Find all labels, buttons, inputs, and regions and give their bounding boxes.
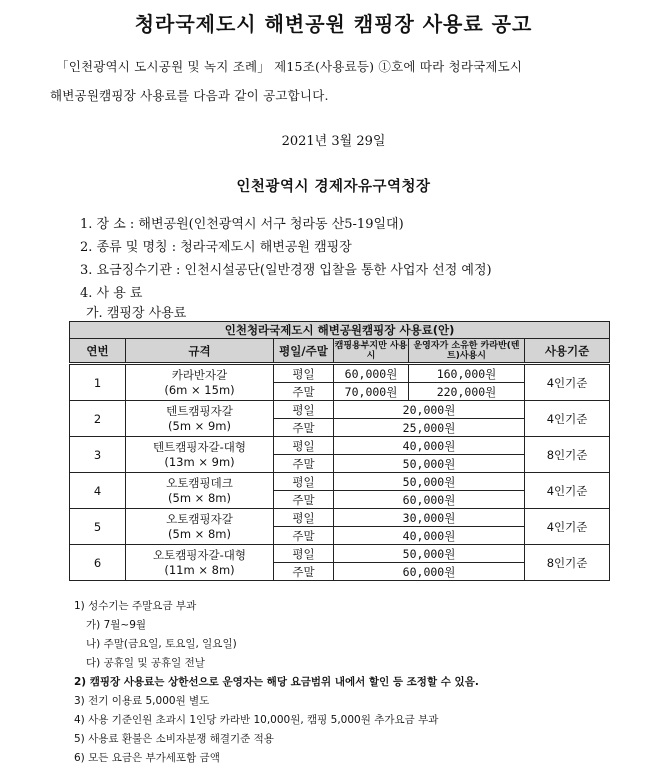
row-spec	[126, 473, 274, 509]
row-weekend-fee: 60,000원	[334, 491, 525, 509]
row-weekday-label: 평일	[274, 509, 334, 527]
row-spec	[126, 545, 274, 581]
row-weekday-fee: 40,000원	[334, 437, 525, 455]
row-weekend-fee: 60,000원	[334, 563, 525, 581]
row-basis: 8인기준	[525, 545, 610, 581]
row-spec	[126, 401, 274, 437]
row-no: 2	[70, 401, 126, 437]
row-weekend-label: 주말	[274, 455, 334, 473]
row-weekend-fee: 40,000원	[334, 527, 525, 545]
row-spec-name: 오토캠핑자갈	[166, 511, 233, 526]
table-row	[70, 364, 610, 383]
note-peak-months: 가) 7월~9월	[86, 619, 147, 631]
table-row	[70, 473, 610, 491]
row-no: 3	[70, 437, 126, 473]
fee-table	[69, 321, 610, 581]
note-upper-limit: 2) 캠핑장 사용료는 상한선으로 운영자는 해당 요금범위 내에서 할인 등 조정할 수 있음.	[74, 676, 479, 688]
intro-paragraph	[50, 52, 640, 110]
header-fee-site: 캠핑용부지만 사용시	[334, 339, 409, 364]
row-weekday-label: 평일	[274, 401, 334, 419]
item-location: 1. 장 소 : 해변공원(인천광역시 서구 청라동 산5-19일대)	[80, 217, 404, 232]
header-no: 연번	[70, 339, 126, 364]
row-weekend-fee: 50,000원	[334, 455, 525, 473]
row-spec-size: (5m × 8m)	[168, 526, 231, 541]
header-fee-operator: 운영자가 소유한 카라반(텐트)사용시	[409, 339, 525, 364]
row-spec-name: 텐트캠핑자갈-대형	[152, 439, 247, 454]
row-weekend-fee: 25,000원	[334, 419, 525, 437]
row-weekend-label: 주말	[274, 419, 334, 437]
row-weekday-label: 평일	[274, 473, 334, 491]
item-type-name: 2. 종류 및 명칭 : 청라국제도시 해변공원 캠핑장	[80, 240, 352, 255]
row-spec-name: 텐트캠핑자갈	[166, 403, 233, 418]
item-fees: 4. 사 용 료	[80, 286, 143, 301]
table-row	[70, 437, 610, 455]
row-basis: 4인기준	[525, 473, 610, 509]
issuing-office: 인천광역시 경제자유구역청장	[236, 178, 431, 195]
item-fees-sub: 가. 캠핑장 사용료	[86, 306, 187, 321]
row-no: 6	[70, 545, 126, 581]
table-caption: 인천청라국제도시 해변공원캠핑장 사용료(안)	[70, 322, 610, 339]
header-basis: 사용기준	[525, 339, 610, 364]
table-row	[70, 509, 610, 527]
note-holiday: 다) 공휴일 및 공휴일 전날	[86, 657, 205, 669]
item-list	[80, 213, 640, 323]
header-day: 평일/주말	[274, 339, 334, 364]
row-basis: 4인기준	[525, 401, 610, 437]
row-spec-name: 오토캠핑데크	[166, 475, 233, 490]
row-no: 1	[70, 364, 126, 401]
header-spec: 규격	[126, 339, 274, 364]
row-weekend-label: 주말	[274, 491, 334, 509]
row-spec	[126, 437, 274, 473]
note-vat: 6) 모든 요금은 부가세포함 금액	[74, 752, 220, 764]
row-weekday-fee-operator: 160,000원	[409, 364, 525, 383]
row-spec	[126, 509, 274, 545]
note-weekend: 나) 주말(금요일, 토요일, 일요일)	[86, 638, 237, 650]
row-weekend-fee-site: 70,000원	[334, 383, 409, 401]
row-basis: 8인기준	[525, 437, 610, 473]
row-spec-size: (5m × 8m)	[168, 490, 231, 505]
row-weekday-fee: 20,000원	[334, 401, 525, 419]
row-weekday-fee: 50,000원	[334, 473, 525, 491]
row-spec-name: 카라반자갈	[171, 367, 228, 382]
row-weekday-label: 평일	[274, 545, 334, 563]
table-row	[70, 401, 610, 419]
item-collection-agency: 3. 요금징수기관 : 인천시설공단(일반경쟁 입찰을 통한 사업자 선정 예정)	[80, 263, 492, 278]
note-electricity: 3) 전기 이용료 5,000원 별도	[74, 695, 210, 707]
notes-list	[74, 597, 644, 768]
row-weekday-fee: 30,000원	[334, 509, 525, 527]
row-weekend-label: 주말	[274, 383, 334, 401]
intro-line-2: 해변공원캠핑장 사용료를 다음과 같이 공고합니다.	[50, 88, 329, 103]
row-weekend-fee-operator: 220,000원	[409, 383, 525, 401]
row-spec-size: (13m × 9m)	[164, 454, 235, 469]
intro-line-1: 「인천광역시 도시공원 및 녹지 조례」 제15조(사용료등) ①호에 따라 청라국제도시	[56, 59, 523, 74]
row-spec-name: 오토캠핑자갈-대형	[152, 547, 247, 562]
note-refund: 5) 사용료 환불은 소비자분쟁 해결기준 적용	[74, 733, 274, 745]
row-spec-size: (6m × 15m)	[164, 382, 235, 397]
note-extra-person: 4) 사용 기준인원 초과시 1인당 카라반 10,000원, 캠핑 5,000원 추가요금 부과	[74, 714, 439, 726]
notice-date: 2021년 3월 29일	[281, 134, 386, 149]
row-basis: 4인기준	[525, 364, 610, 401]
row-weekend-label: 주말	[274, 563, 334, 581]
row-no: 5	[70, 509, 126, 545]
table-row	[70, 545, 610, 563]
row-basis: 4인기준	[525, 509, 610, 545]
row-weekend-label: 주말	[274, 527, 334, 545]
row-spec	[126, 364, 274, 401]
row-no: 4	[70, 473, 126, 509]
row-spec-size: (11m × 8m)	[164, 562, 235, 577]
row-weekday-label: 평일	[274, 364, 334, 383]
row-weekday-fee-site: 60,000원	[334, 364, 409, 383]
document-title: 청라국제도시 해변공원 캠핑장 사용료 공고	[134, 12, 533, 36]
row-spec-size: (5m × 9m)	[168, 418, 231, 433]
note-peak-season: 1) 성수기는 주말요금 부과	[74, 600, 197, 612]
row-weekday-label: 평일	[274, 437, 334, 455]
row-weekday-fee: 50,000원	[334, 545, 525, 563]
